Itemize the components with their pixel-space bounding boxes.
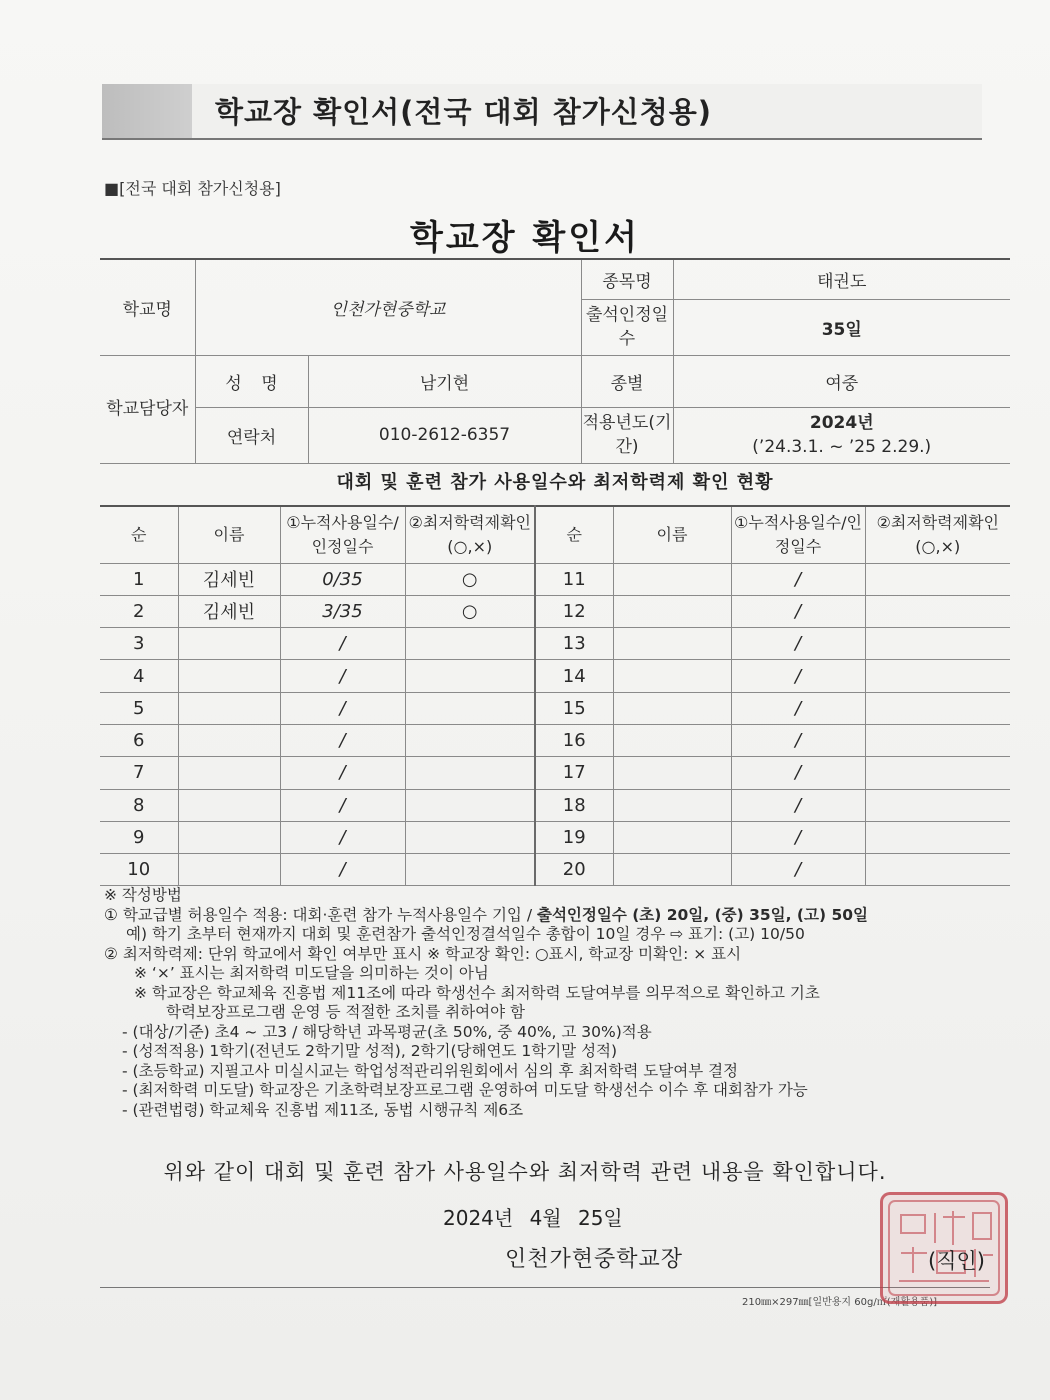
- sub-tag: ■[전국 대회 참가신청용]: [104, 179, 281, 198]
- table-row: [100, 724, 1010, 756]
- row-days: /: [280, 724, 405, 756]
- col-days: ①누적사용일수/인정일수: [731, 506, 865, 563]
- row-no: 3: [100, 628, 178, 660]
- row-check: [865, 789, 1010, 821]
- col-name: 이름: [178, 506, 280, 563]
- row-check: [865, 628, 1010, 660]
- row-no: 19: [535, 821, 613, 853]
- row-name: [613, 660, 731, 692]
- row-check: [865, 854, 1010, 886]
- row-name: [613, 789, 731, 821]
- row-no: 5: [100, 692, 178, 724]
- row-no: 10: [100, 854, 178, 886]
- year-value: 2024년: [809, 413, 874, 433]
- row-check: [865, 692, 1010, 724]
- row-days: /: [731, 628, 865, 660]
- table-row: [100, 660, 1010, 692]
- year-label: 적용년도(기간): [581, 407, 673, 463]
- row-no: 8: [100, 789, 178, 821]
- paper-spec: 210㎜×297㎜[일반용지 60g/㎡(재활용품)]: [742, 1297, 938, 1308]
- row-check: [405, 854, 535, 886]
- row-check: [405, 757, 535, 789]
- bullet-5: - (관련법령) 학교체육 진흥법 제11조, 동법 시행규칙 제6조: [122, 1100, 524, 1119]
- row-check: [865, 595, 1010, 627]
- note-2-c: ※ 학교장은 학교체육 진흥법 제11조에 따라 학생선수 최저학력 도달여부를 의무적으로 확인하고 기초: [134, 983, 820, 1002]
- row-check: ○: [405, 563, 535, 595]
- row-check: [405, 789, 535, 821]
- row-days: /: [280, 757, 405, 789]
- row-days: /: [731, 757, 865, 789]
- row-no: 18: [535, 789, 613, 821]
- row-days: /: [731, 692, 865, 724]
- row-no: 11: [535, 563, 613, 595]
- category-label: 종별: [581, 355, 673, 407]
- row-check: [865, 821, 1010, 853]
- table-row: [100, 628, 1010, 660]
- row-no: 2: [100, 595, 178, 627]
- row-name: [613, 724, 731, 756]
- note-2: ② 최저학력제: 단위 학교에서 확인 여부만 표시 ※ 학교장 확인: ○표시, 학교장 미확인: × 표시: [104, 944, 742, 963]
- row-no: 12: [535, 595, 613, 627]
- row-days: /: [731, 563, 865, 595]
- row-name: [613, 821, 731, 853]
- note-1: [104, 906, 1014, 926]
- days-value: 35일: [673, 299, 1010, 355]
- row-check: [405, 821, 535, 853]
- row-days: /: [280, 854, 405, 886]
- instructions: [104, 886, 1014, 1120]
- row-days: /: [280, 821, 405, 853]
- header-title: 학교장 확인서(전국 대회 참가신청용): [215, 95, 713, 129]
- row-check: [865, 563, 1010, 595]
- row-no: 15: [535, 692, 613, 724]
- table-row: [100, 692, 1010, 724]
- event-label: 종목명: [581, 259, 673, 299]
- row-no: 20: [535, 854, 613, 886]
- contact-value: 010-2612-6357: [308, 407, 581, 463]
- school-label: 학교명: [100, 259, 195, 355]
- row-no: 6: [100, 724, 178, 756]
- note-1-bold: 출석인정일수 (초) 20일, (중) 35일, (고) 50일: [536, 905, 869, 924]
- row-name: 김세빈: [178, 563, 280, 595]
- row-days: /: [280, 692, 405, 724]
- issue-date: 2024년 4월 25일: [443, 1206, 623, 1230]
- col-check: ②최저학력제확인(○,×): [865, 506, 1010, 563]
- row-check: [865, 724, 1010, 756]
- bullet-1: - (대상/기준) 초4 ~ 고3 / 해당학년 과목평균(초 50%, 중 40%, 고 30%)적용: [122, 1022, 652, 1041]
- row-days: /: [280, 660, 405, 692]
- note-1-text: ① 학교급별 허용일수 적용: 대회·훈련 참가 누적사용일수 기입 /: [104, 905, 537, 924]
- seal-label: (직인): [928, 1249, 985, 1273]
- contact-label: 연락처: [195, 407, 308, 463]
- note-1-example: 예) 학기 초부터 현재까지 대회 및 훈련참가 출석인정결석일수 총합이 10일 경우 ⇨ 표기: (고) 10/50: [126, 925, 805, 943]
- list-title: 대회 및 훈련 참가 사용일수와 최저학력제 확인 현황: [336, 472, 774, 493]
- row-name: [178, 692, 280, 724]
- year-cell: [673, 407, 1010, 463]
- bullet-4: - (최저학력 미도달) 학교장은 기초학력보장프로그램 운영하여 미도달 학생선수 이수 후 대회참가 가능: [122, 1081, 808, 1099]
- row-days: /: [731, 724, 865, 756]
- col-no: 순: [535, 506, 613, 563]
- manager-label: 학교담당자: [100, 355, 195, 463]
- row-no: 17: [535, 757, 613, 789]
- row-name: [613, 757, 731, 789]
- row-name: 김세빈: [178, 595, 280, 627]
- row-name: [178, 789, 280, 821]
- principal-name: 인천가현중학교장: [505, 1247, 684, 1272]
- table-row: [100, 789, 1010, 821]
- notes-heading: ※ 작성방법: [104, 886, 182, 904]
- participation-table: [100, 505, 1010, 886]
- row-check: [865, 757, 1010, 789]
- confirmation-text: 위와 같이 대회 및 훈련 참가 사용일수와 최저학력 관련 내용을 확인합니다.: [163, 1160, 887, 1184]
- row-check: [405, 628, 535, 660]
- row-check: [405, 660, 535, 692]
- row-no: 9: [100, 821, 178, 853]
- event-value: 태권도: [673, 259, 1010, 299]
- row-no: 13: [535, 628, 613, 660]
- table-row: [100, 854, 1010, 886]
- row-days: /: [731, 789, 865, 821]
- name-label: 성 명: [195, 355, 308, 407]
- period-value: (’24.3.1. ~ ’25 2.29.): [752, 437, 932, 457]
- row-days: /: [731, 595, 865, 627]
- row-no: 16: [535, 724, 613, 756]
- col-name: 이름: [613, 506, 731, 563]
- table-row: [100, 595, 1010, 627]
- row-days: /: [731, 854, 865, 886]
- table-row: [100, 821, 1010, 853]
- row-name: [178, 821, 280, 853]
- days-label: 출석인정일수: [581, 299, 673, 355]
- row-name: [613, 854, 731, 886]
- row-check: [405, 724, 535, 756]
- table-row: [100, 757, 1010, 789]
- row-days: /: [280, 789, 405, 821]
- row-name: [613, 563, 731, 595]
- col-days: ①누적사용일수/인정일수: [280, 506, 405, 563]
- col-check: ②최저학력제확인(○,×): [405, 506, 535, 563]
- row-no: 1: [100, 563, 178, 595]
- row-name: [178, 724, 280, 756]
- category-value: 여중: [673, 355, 1010, 407]
- school-value: 인천가현중학교: [195, 259, 581, 355]
- row-days: 0/35: [280, 563, 405, 595]
- row-days: /: [731, 660, 865, 692]
- row-name: [613, 628, 731, 660]
- footer-rule: [100, 1287, 990, 1288]
- row-no: 7: [100, 757, 178, 789]
- row-check: [405, 692, 535, 724]
- col-no: 순: [100, 506, 178, 563]
- bullet-3: - (초등학교) 지필고사 미실시교는 학업성적관리위원회에서 심의 후 최저학력 도달여부 결정: [122, 1061, 739, 1080]
- row-name: [613, 692, 731, 724]
- row-name: [178, 757, 280, 789]
- table-row: [100, 563, 1010, 595]
- document-title: 학교장 확인서: [410, 218, 640, 258]
- note-2-d: 학력보장프로그램 운영 등 적절한 조치를 취하여야 함: [166, 1003, 525, 1021]
- row-no: 4: [100, 660, 178, 692]
- name-value: 남기현: [308, 355, 581, 407]
- row-name: [178, 854, 280, 886]
- bullet-2: - (성적적용) 1학기(전년도 2학기말 성적), 2학기(당해연도 1학기말 성적): [122, 1042, 618, 1060]
- note-2-b: ※ ‘×’ 표시는 최저학력 미도달을 의미하는 것이 아님: [134, 964, 489, 982]
- row-name: [178, 628, 280, 660]
- row-check: ○: [405, 595, 535, 627]
- row-name: [178, 660, 280, 692]
- row-days: 3/35: [280, 595, 405, 627]
- info-table: [100, 258, 1010, 464]
- row-days: /: [731, 821, 865, 853]
- row-name: [613, 595, 731, 627]
- row-days: /: [280, 628, 405, 660]
- row-no: 14: [535, 660, 613, 692]
- row-check: [865, 660, 1010, 692]
